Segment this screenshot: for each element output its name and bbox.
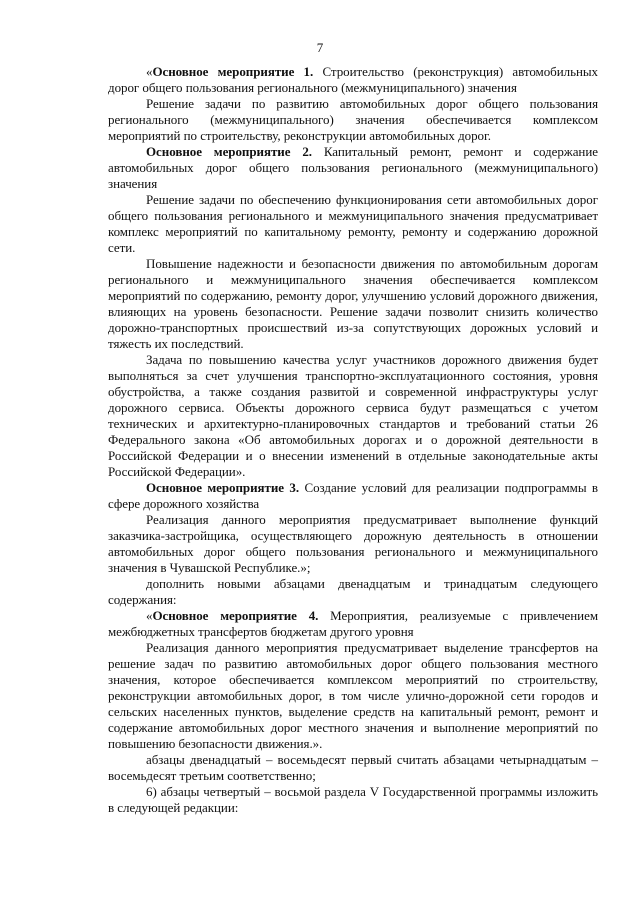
paragraph-text: 6) абзацы четвертый – восьмой раздела V Государственной программы изложить в следующей редакции: (108, 784, 598, 815)
paragraph (108, 480, 598, 512)
paragraph-text: Решение задачи по развитию автомобильных дорог общего пользования регионального (межмуниципального) значения обеспечивается комплексом мероприятий по строительству, реконструкции автомобильных дорог. (108, 96, 598, 143)
paragraph-text: дополнить новыми абзацами двенадцатым и тринадцатым следующего содержания: (108, 576, 598, 607)
paragraph-text: Строительство (реконструкция) автомобильных дорог общего пользования регионального (межмуниципального) значения (108, 64, 598, 95)
paragraph (108, 144, 598, 192)
paragraph-heading: Основное мероприятие 4. (152, 608, 319, 623)
page-number: 7 (316, 40, 324, 55)
paragraph-heading: Основное мероприятие 1. (152, 64, 314, 79)
paragraph (108, 64, 598, 96)
paragraph-heading: Основное мероприятие 3. (146, 480, 300, 495)
paragraph (108, 640, 598, 752)
paragraph-text: абзацы двенадцатый – восемьдесят первый считать абзацами четырнадцатым – восемьдесят третьим соответственно; (108, 752, 598, 783)
paragraph-text: Реализация данного мероприятия предусматривает выполнение функций заказчика-застройщика, осуществляющего дорожную деятельность в отношении автомобильных дорог общего пользования регионального и межмуниципального значения в Чувашской Республике.»; (108, 512, 598, 575)
paragraph-heading: Основное мероприятие 2. (146, 144, 312, 159)
paragraph (108, 608, 598, 640)
paragraph-text: Мероприятия, реализуемые с привлечением межбюджетных трансфертов бюджетам другого уровня (108, 608, 598, 639)
paragraph-text: Капитальный ремонт, ремонт и содержание автомобильных дорог общего пользования регионального (межмуниципального) значения (108, 144, 598, 191)
paragraph-lead: « (146, 64, 153, 79)
paragraph (108, 96, 598, 144)
paragraph-text: Реализация данного мероприятия предусматривает выделение трансфертов на решение задач по развитию автомобильных дорог общего пользования местного значения, которое обеспечивается комплексом мероприятий по строительству, реконструкции автомобильных дорог, в том числе улично-дорожной сети городов и сельских населенных пунктов, выделение средств на капитальный ремонт, ремонт и содержание автомобильных дорог местного значения и выполнение мероприятий по повышению безопасности движения.». (108, 640, 598, 751)
paragraph-text: Повышение надежности и безопасности движения по автомобильным дорогам регионального и межмуниципального значения обеспечивается комплексом мероприятий по содержанию, ремонту дорог, улучшению условий дорожного движения, влияющих на уровень безопасности. Решение задачи позволит снизить количество дорожно-транспортных происшествий из-за сопутствующих дорожных условий и тяжесть их последствий. (108, 256, 598, 351)
paragraph (108, 784, 598, 816)
paragraph (108, 192, 598, 256)
paragraph (108, 256, 598, 352)
paragraph (108, 352, 598, 480)
document-body (108, 64, 598, 816)
paragraph (108, 576, 598, 608)
paragraph-text: Решение задачи по обеспечению функционирования сети автомобильных дорог общего пользования регионального и межмуниципального значения предусматривает комплекс мероприятий по капитальному ремонту, ремонту и содержанию дорожной сети. (108, 192, 598, 255)
paragraph-text: Создание условий для реализации подпрограммы в сфере дорожного хозяйства (108, 480, 598, 511)
paragraph (108, 752, 598, 784)
paragraph-text: Задача по повышению качества услуг участников дорожного движения будет выполняться за счет улучшения транспортно-эксплуатационного состояния, уровня обустройства, а также создания развитой и современной инфраструктуры услуг дорожного сервиса. Объекты дорожного сервиса будут размещаться с учетом технических и архитектурно-планировочных стандартов и требований статьи 26 Федерального закона «Об автомобильных дорогах и о дорожной деятельности в Российской Федерации и о внесении изменений в отдельные законодательные акты Российской Федерации». (108, 352, 598, 479)
paragraph (108, 512, 598, 576)
paragraph-lead: « (146, 608, 153, 623)
